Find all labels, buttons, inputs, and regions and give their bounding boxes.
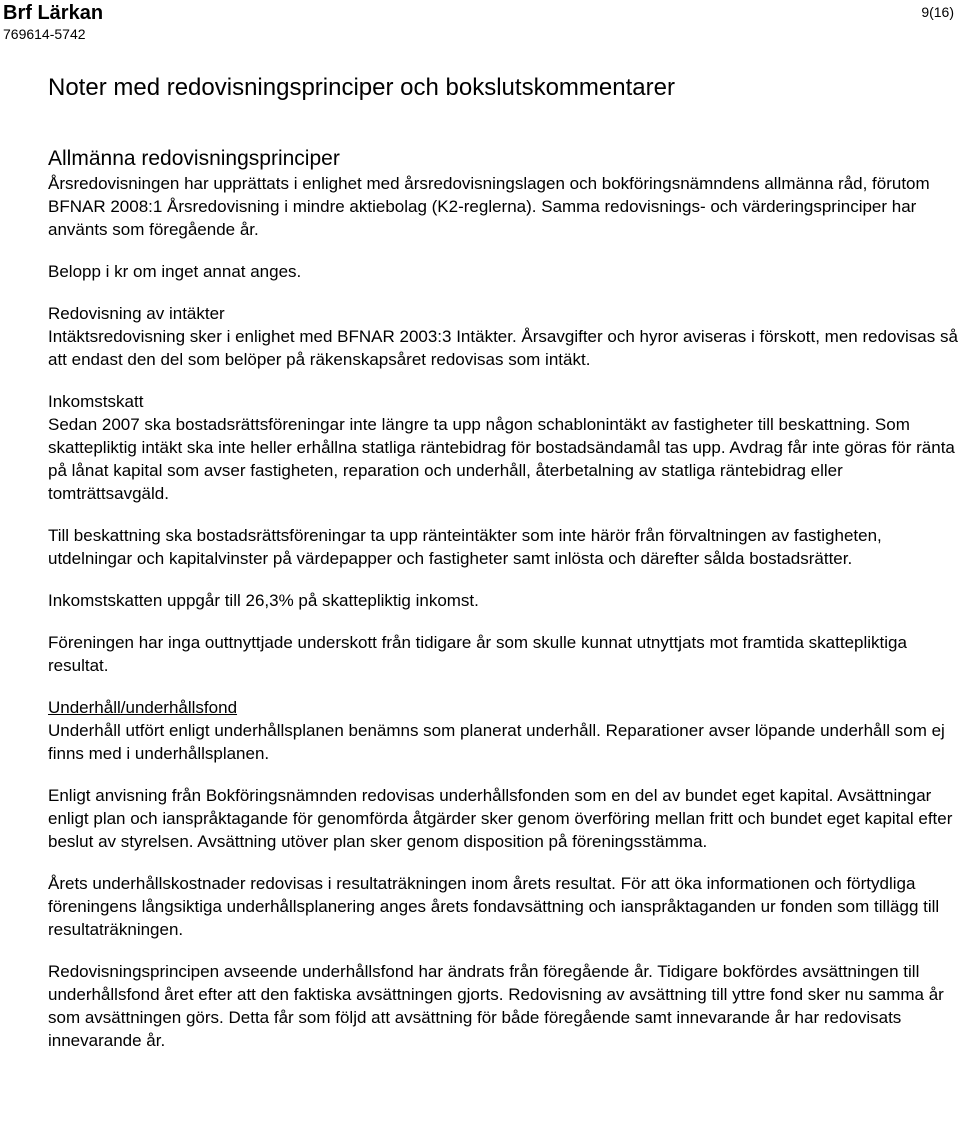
amounts-note: Belopp i kr om inget annat anges.	[48, 262, 302, 281]
page-number: 9(16)	[921, 4, 954, 20]
income-tax-section	[48, 390, 960, 677]
maintenance-paragraph: Redovisningsprincipen avseende underhållsfond har ändrats från föregående år. Tidigare bokfördes avsättningen till underhållsfond året efter att den faktiska avsättningen gjorts. Redovisning av avsättning till yttre fond sker nu samma år som avsättningen görs. Detta får som följd att avsättning för både föregående samt innevarande år har redovisats innevarande år.	[48, 962, 944, 1050]
income-tax-paragraph: Inkomstskatten uppgår till 26,3% på skattepliktig inkomst.	[48, 591, 479, 610]
general-principles-text: Årsredovisningen har upprättats i enlighet med årsredovisningslagen och bokföringsnämndens allmänna råd, förutom BFNAR 2008:1 Årsredovisning i mindre aktiebolag (K2-reglerna). Samma redovisnings- och värderingsprinciper har använts som föregående år.	[48, 174, 930, 239]
revenue-section	[48, 302, 960, 371]
maintenance-paragraph: Årets underhållskostnader redovisas i resultaträkningen inom årets resultat. För att öka informationen och förtydliga föreningens långsiktiga underhållsplanering anges årets fondavsättning och ianspråktaganden ur fonden som tillägg till resultaträkningen.	[48, 874, 940, 939]
maintenance-paragraph: Enligt anvisning från Bokföringsnämnden redovisas underhållsfonden som en del av bundet eget kapital. Avsättningar enligt plan och ianspråktagande för genomförda åtgärder sker genom överföring mellan fritt och bundet eget kapital efter beslut av styrelsen. Avsättning utöver plan sker genom disposition på föreningsstämma.	[48, 786, 953, 851]
general-principles-heading: Allmänna redovisningsprinciper	[48, 147, 340, 170]
maintenance-heading: Underhåll/underhållsfond	[48, 698, 238, 717]
income-tax-paragraph: Till beskattning ska bostadsrättsföreningar ta upp ränteintäkter som inte härör från förvaltningen av fastigheten, utdelningar och kapitalvinster på värdepapper och fastigheter samt inlösta och därefter sålda bostadsrätter.	[48, 526, 882, 568]
maintenance-paragraph: Underhåll utfört enligt underhållsplanen benämns som planerat underhåll. Reparationer avser löpande underhåll som ej finns med i underhållsplanen.	[48, 721, 945, 763]
income-tax-heading: Inkomstskatt	[48, 392, 144, 411]
revenue-text: Intäktsredovisning sker i enlighet med BFNAR 2003:3 Intäkter. Årsavgifter och hyror aviseras i förskott, men redovisas så att endast den del som belöper på räkenskapsåret redovisas som intäkt.	[48, 327, 958, 369]
maintenance-section	[48, 696, 960, 1052]
revenue-heading: Redovisning av intäkter	[48, 304, 225, 323]
org-name: Brf Lärkan	[3, 2, 104, 24]
document-body	[48, 72, 960, 1052]
income-tax-paragraph: Sedan 2007 ska bostadsrättsföreningar inte längre ta upp någon schablonintäkt av fastigheter till beskattning. Som skattepliktig intäkt ska inte heller erhållna statliga räntebidrag för bostadsändamål tas upp. Avdrag får inte göras för ränta på lånat kapital som avser fastigheten, reparation och underhåll, återbetalning av statliga räntebidrag eller tomträttsavgäld.	[48, 415, 955, 503]
page-title: Noter med redovisningsprinciper och bokslutskommentarer	[48, 74, 675, 101]
org-number: 769614-5742	[3, 26, 86, 42]
income-tax-paragraph: Föreningen har inga outtnyttjade underskott från tidigare år som skulle kunnat utnyttjats mot framtida skattepliktiga resultat.	[48, 633, 907, 675]
